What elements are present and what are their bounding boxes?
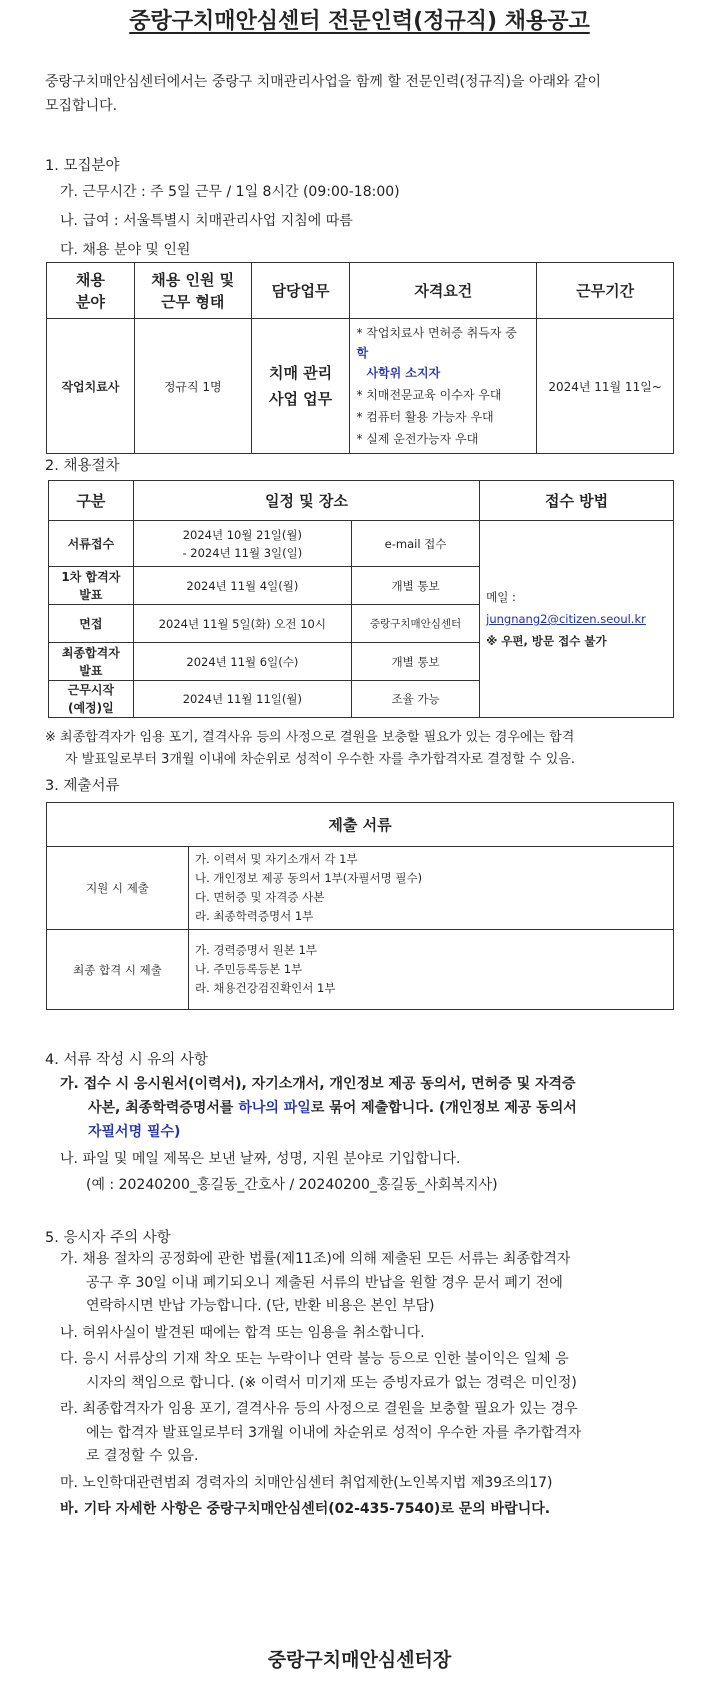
cell-field: 작업치료사 <box>47 319 135 454</box>
mail-label: 메일 : <box>486 590 516 604</box>
cell-qualifications <box>350 319 537 454</box>
mail-note: ※ 우편, 방문 접수 불가 <box>486 634 607 648</box>
th-schedule: 일정 및 장소 <box>133 481 479 521</box>
sec5-item-f: 바. 기타 자세한 사항은 중랑구치매안심센터(02-435-7540)로 문의 바랍니다. <box>60 1501 551 1517</box>
section-1-heading: 1. 모집분야 <box>45 158 120 174</box>
row-place: 중랑구치매안심센터 <box>351 605 479 643</box>
th-duty: 담당업무 <box>251 263 350 319</box>
th-method: 접수 방법 <box>480 481 674 521</box>
qual-item: * 컴퓨터 활용 가능자 우대 <box>356 410 494 424</box>
cell-mail <box>480 521 674 718</box>
th-count: 채용 인원 및 근무 형태 <box>134 263 251 319</box>
final-label: 최종 합격 시 제출 <box>47 930 189 1010</box>
cell-duty: 치매 관리 사업 업무 <box>251 319 350 454</box>
row-place: 개별 통보 <box>351 643 479 681</box>
apply-label: 지원 시 제출 <box>47 847 189 930</box>
row-label: 근무시작 (예정)일 <box>49 681 134 718</box>
th-period: 근무기간 <box>537 263 674 319</box>
sec2-note: ※ 최종합격자가 임용 포기, 결격사유 등의 사정으로 결원을 보충할 필요가 있는 경우에는 합격 자 발표일로부터 3개월 이내에 차순위로 성적이 우수한 자를 추가합격자로 결정할 수 있음. <box>45 730 575 767</box>
row-label: 최종합격자 발표 <box>49 643 134 681</box>
sec1-item: 다. 채용 분야 및 인원 <box>60 242 191 258</box>
th-category: 구분 <box>49 481 134 521</box>
list-item: 라. 채용건강검진확인서 1부 <box>195 981 336 995</box>
section-3-heading: 3. 제출서류 <box>45 778 120 794</box>
cell-count: 정규직 1명 <box>134 319 251 454</box>
recruit-table <box>46 262 674 454</box>
sec1-item: 가. 근무시간 : 주 5일 근무 / 1일 8시간 (09:00-18:00) <box>60 184 400 200</box>
row-date: 2024년 11월 6일(수) <box>133 643 351 681</box>
list-item: 나. 개인정보 제공 동의서 1부(자필서명 필수) <box>195 871 423 885</box>
qual-item: * 실제 운전가능자 우대 <box>356 432 479 446</box>
page-title: 중랑구치매안심센터 전문인력(정규직) 채용공고 <box>129 9 590 34</box>
section-4-heading: 4. 서류 작성 시 유의 사항 <box>45 1052 208 1068</box>
sec5-item-d: 라. 최종합격자가 임용 포기, 결격사유 등의 사정으로 결원을 보충할 필요가 있는 경우 에는 합격자 발표일로부터 3개월 이내에 차순위로 성적이 우수한 자를 추가합격자 로 결정할 수 있음. <box>60 1401 582 1464</box>
footer-signature: 중랑구치매안심센터장 <box>267 1649 452 1671</box>
row-date: 2024년 10월 21일(월) - 2024년 11월 3일(일) <box>133 521 351 567</box>
list-item: 다. 면허증 및 자격증 사본 <box>195 890 325 904</box>
row-place: 조율 가능 <box>351 681 479 718</box>
section-2-heading: 2. 채용절차 <box>45 458 120 474</box>
list-item: 나. 주민등록등본 1부 <box>195 962 303 976</box>
list-item: 가. 경력증명서 원본 1부 <box>195 943 317 957</box>
sec4-item-b: 나. 파일 및 메일 제목은 보낸 날짜, 성명, 지원 분야로 기입합니다. (예 : 20240200_홍길동_간호사 / 20240200_홍길동_사회복지사) <box>60 1151 498 1193</box>
row-date: 2024년 11월 5일(화) 오전 10시 <box>133 605 351 643</box>
intro-line: 중랑구치매안심센터에서는 중랑구 치매관리사업을 함께 할 전문인력(정규직)을 아래와 같이 <box>45 74 601 90</box>
apply-list <box>189 847 674 930</box>
sec5-item-e: 마. 노인학대관련범죄 경력자의 치매안심센터 취업제한(노인복지법 제39조의17) <box>60 1474 553 1491</box>
intro-paragraph <box>45 70 685 118</box>
sec4-item-a: 가. 접수 시 응시원서(이력서), 자기소개서, 개인정보 제공 동의서, 면허증 및 자격증 사본, 최종학력증명서를 하나의 파일로 묶어 제출합니다. (개인정보 제공 동의서 자필서명 필수) <box>60 1076 577 1140</box>
documents-table <box>46 802 674 1010</box>
sec1-item: 나. 급여 : 서울특별시 치매관리사업 지침에 따름 <box>60 213 353 229</box>
list-item: 라. 최종학력증명서 1부 <box>195 909 314 923</box>
row-date: 2024년 11월 11일(월) <box>133 681 351 718</box>
procedure-table <box>48 480 674 718</box>
cell-period: 2024년 11월 11일~ <box>537 319 674 454</box>
row-label: 면접 <box>49 605 134 643</box>
qual-item: * 치매전문교육 이수자 우대 <box>356 388 502 402</box>
final-list <box>189 930 674 1010</box>
section-5-heading: 5. 응시자 주의 사항 <box>45 1230 171 1246</box>
row-place: e-mail 접수 <box>351 521 479 567</box>
th-qual: 자격요건 <box>350 263 537 319</box>
qual-item: * 작업치료사 면허증 취득자 중 학 사학위 소지자 <box>356 326 517 380</box>
th-documents: 제출 서류 <box>47 803 674 847</box>
row-label: 1차 합격자 발표 <box>49 567 134 605</box>
th-field: 채용 분야 <box>47 263 135 319</box>
list-item: 가. 이력서 및 자기소개서 각 1부 <box>195 852 358 866</box>
mail-link[interactable]: jungnang2@citizen.seoul.kr <box>486 612 646 626</box>
sec5-items <box>60 1248 690 1522</box>
sec5-item-c: 다. 응시 서류상의 기재 착오 또는 누락이나 연락 불능 등으로 인한 불이익은 일체 응 시자의 책임으로 합니다. (※ 이력서 미기재 또는 증빙자료가 없는 경력은 미인정) <box>60 1351 577 1391</box>
sec5-item-a: 가. 채용 절차의 공정화에 관한 법률(제11조)에 의해 제출된 모든 서류는 최종합격자 공구 후 30일 이내 폐기되오니 제출된 서류의 반납을 원할 경우 문서 폐기 전에 연락하시면 반납 가능합니다. (단, 반환 비용은 본인 부담) <box>60 1251 571 1314</box>
sec5-item-b: 나. 허위사실이 발견된 때에는 합격 또는 임용을 취소합니다. <box>60 1324 425 1341</box>
row-date: 2024년 11월 4일(월) <box>133 567 351 605</box>
intro-line: 모집합니다. <box>45 98 118 114</box>
row-label: 서류접수 <box>49 521 134 567</box>
row-place: 개별 통보 <box>351 567 479 605</box>
